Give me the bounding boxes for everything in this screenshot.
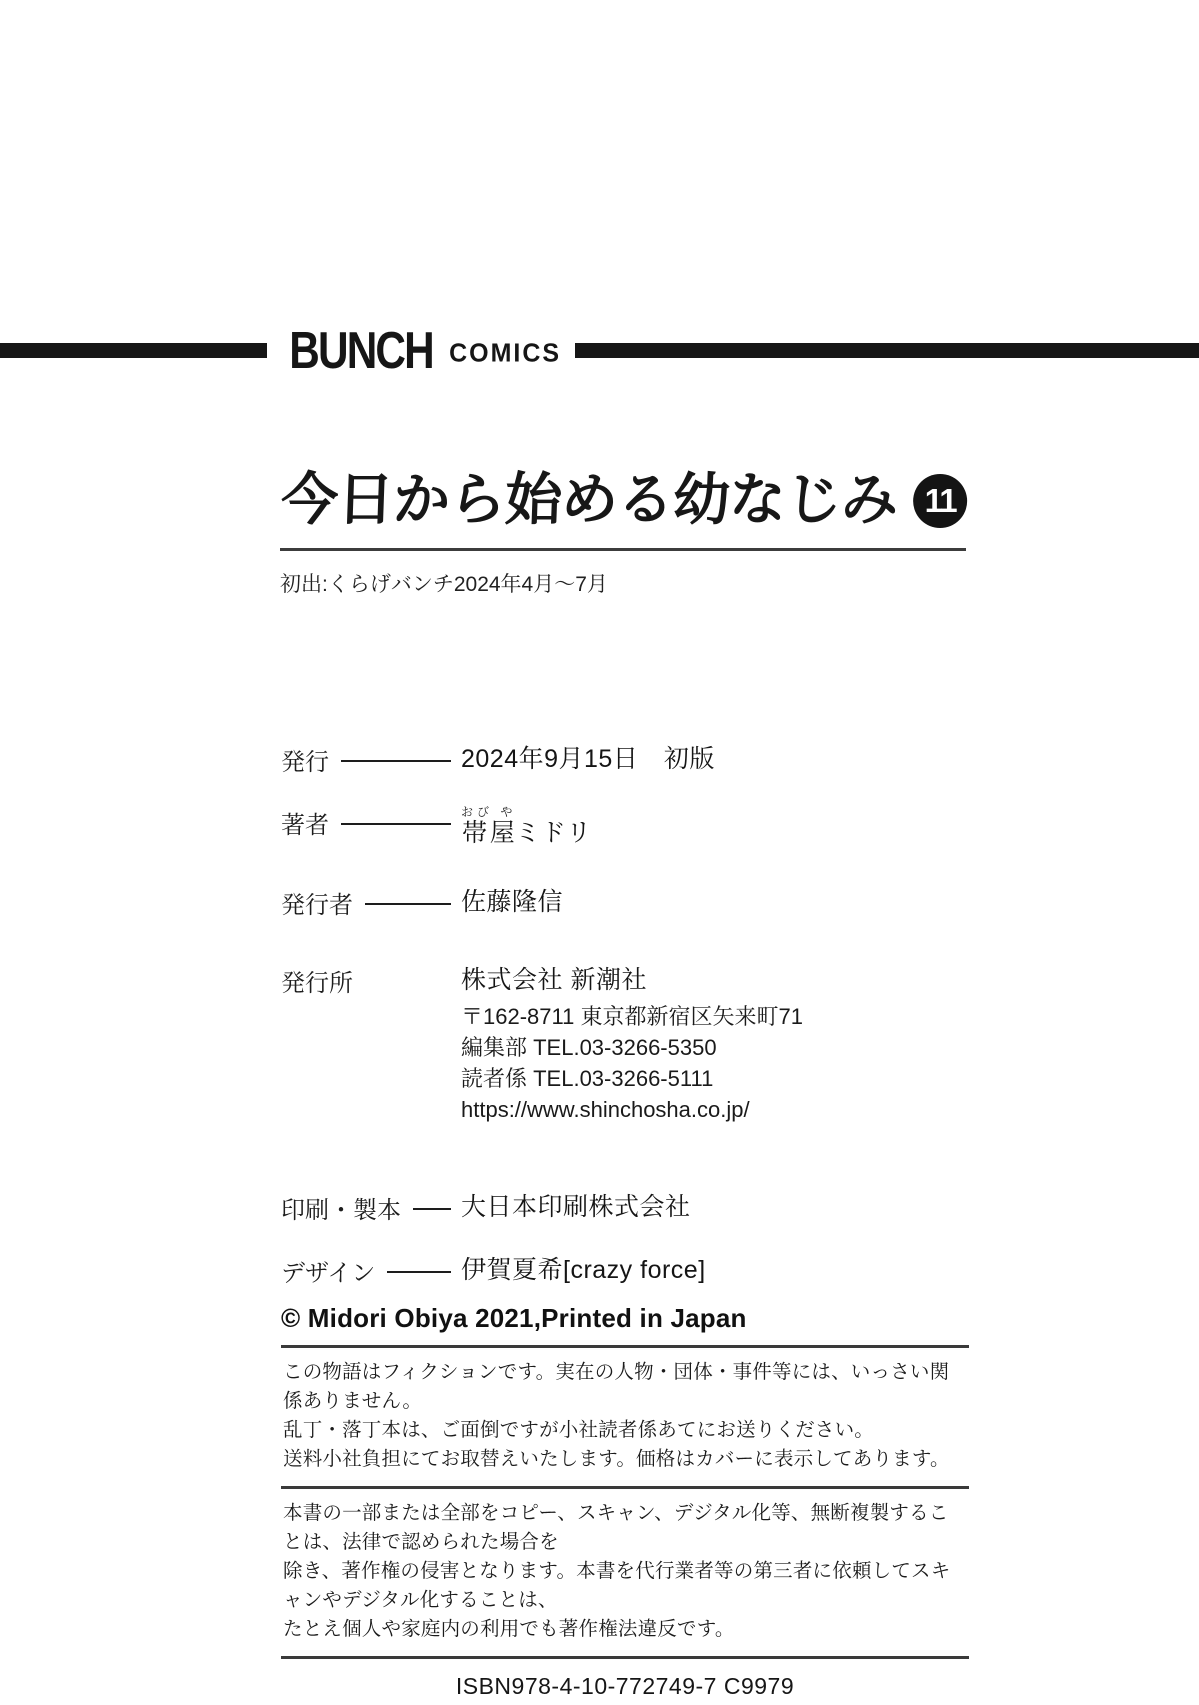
row-printing [281, 1190, 971, 1224]
publisher-url: https://www.shinchosha.co.jp/ [461, 1097, 750, 1122]
title-block [280, 468, 970, 598]
author-name-rest: ミドリ [515, 819, 592, 847]
colophon-rows [281, 742, 971, 1287]
book-title [280, 468, 972, 534]
publisher-readers-tel: 読者係 TEL.03-3266-5111 [461, 1066, 714, 1091]
volume-badge: 11 [913, 474, 967, 528]
copyright-line: © Midori Obiya 2021,Printed in Japan [281, 1303, 747, 1333]
leader-line [413, 1208, 451, 1210]
title-divider [280, 548, 966, 551]
design-value: 伊賀夏希[crazy force] [461, 1256, 706, 1284]
publisher-label: 発行所 [281, 969, 353, 997]
printing-label: 印刷・製本 [281, 1196, 401, 1224]
notices-section [281, 1345, 969, 1700]
copyright-warning-notice: 本書の一部または全部をコピー、スキャン、デジタル化等、無断複製することは、法律で認められた場合を 除き、著作権の侵害となります。本書を代行業者等の第三者に依頼してスキャンやデジタル化することは、 たとえ個人や家庭内の利用でも著作権法違反です。 [283, 1502, 951, 1640]
author-name-ruby: 帯屋おび や [461, 805, 517, 847]
leader-line [365, 903, 451, 905]
printing-value: 大日本印刷株式会社 [461, 1193, 691, 1221]
leader-line [341, 823, 451, 825]
logo-right-bar [575, 343, 1199, 358]
author-furigana: おび や [461, 805, 517, 819]
row-author [281, 805, 971, 850]
logo-sub-text: COMICS [449, 337, 562, 368]
row-publisher [281, 963, 971, 1125]
row-publisher-person [281, 885, 971, 919]
first-publication-note: 初出:くらげバンチ2024年4月～7月 [280, 572, 608, 596]
publisher-editorial-tel: 編集部 TEL.03-3266-5350 [461, 1035, 717, 1060]
logo-left-bar [0, 343, 267, 358]
notice-divider [281, 1656, 969, 1659]
row-publish-date [281, 742, 971, 776]
leader-line [387, 1271, 451, 1273]
fiction-notice: この物語はフィクションです。実在の人物・団体・事件等には、いっさい関係ありません。 乱丁・落丁本は、ご面倒ですが小社読者係あてにお送りください。 送料小社負担にてお取替えいたします。価格はカバーに表示してあります。 [283, 1361, 950, 1470]
design-label: デザイン [281, 1259, 376, 1287]
publisher-person-label: 発行者 [281, 891, 353, 919]
publisher-value: 株式会社 新潮社 [461, 966, 647, 994]
author-value [461, 805, 592, 850]
bunch-comics-logo [0, 320, 1199, 380]
row-design [281, 1253, 971, 1287]
isbn-code: ISBN978-4-10-772749-7 C9979 [455, 1673, 795, 1699]
publish-label: 発行 [281, 748, 329, 776]
publisher-address: 〒162-8711 東京都新宿区矢来町71 [461, 1004, 803, 1029]
author-label: 著者 [281, 811, 329, 839]
book-title-text: 今日から始める幼なじみ [280, 468, 899, 532]
leader-line [341, 760, 451, 762]
publish-value: 2024年9月15日 初版 [461, 745, 715, 773]
publisher-details [461, 1001, 803, 1125]
publisher-person-value: 佐藤隆信 [461, 888, 564, 916]
logo-brand-text: BUNCH [289, 320, 433, 380]
